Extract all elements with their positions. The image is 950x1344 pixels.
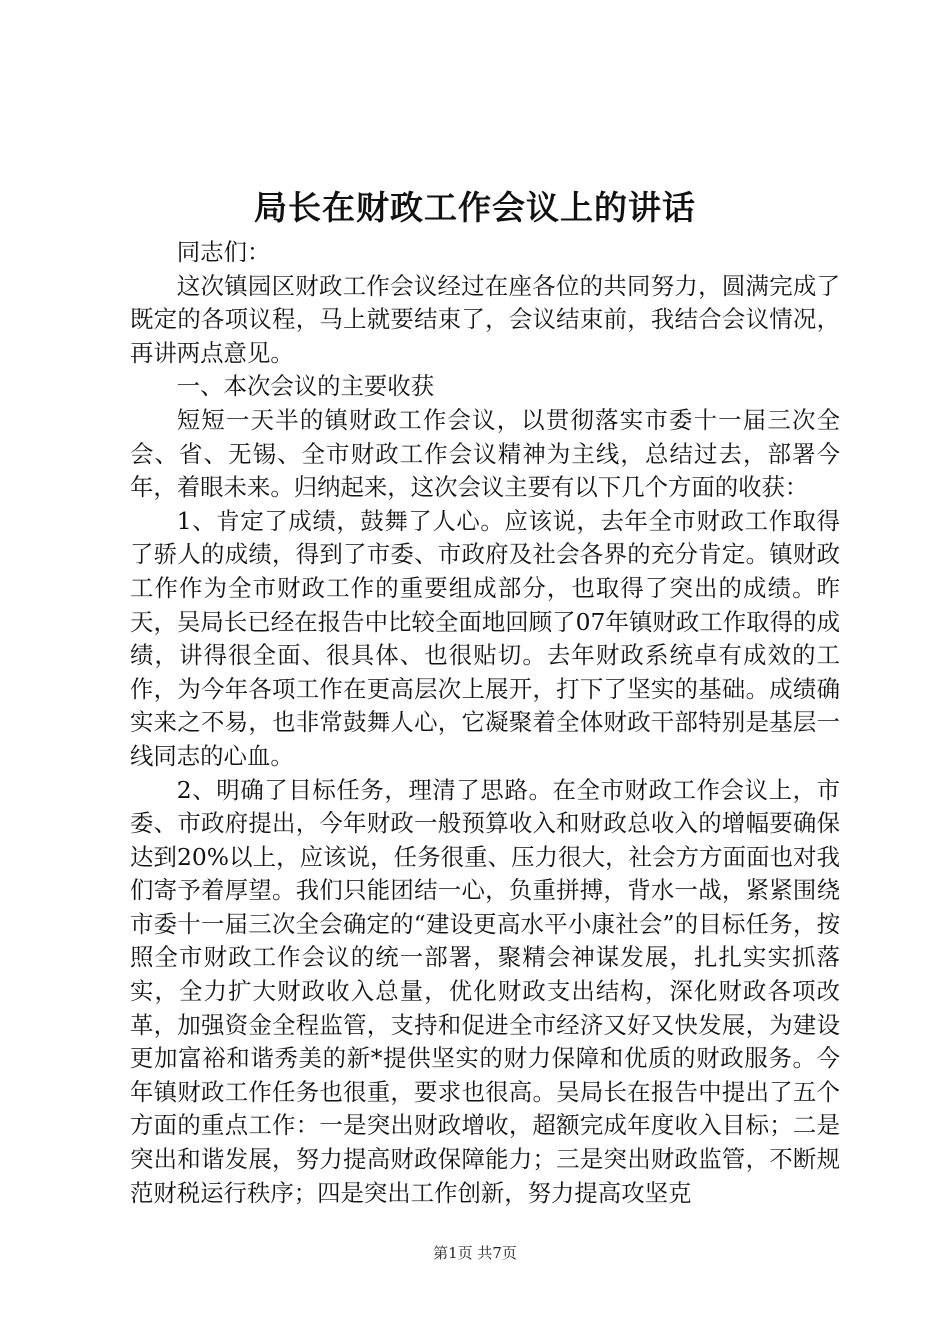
paragraph: 1、肯定了成绩，鼓舞了人心。应该说，去年全市财政工作取得了骄人的成绩，得到了市委、市政府及社会各界的充分肯定。镇财政工作作为全市财政工作的重要组成部分，也取得了突出的成绩。昨天，吴局长已经在报告中比较全面地回顾了07年镇财政工作取得的成绩，讲得很全面、很具体、也很贴切。去年财政系统卓有成效的工作，为今年各项工作在更高层次上展开，打下了坚实的基础。成绩确实来之不易，也非常鼓舞人心，它凝聚着全体财政干部特别是基层一线同志的心血。 [130,506,840,770]
paragraph: 2、明确了目标任务，理清了思路。在全市财政工作会议上，市委、市政府提出，今年财政一般预算收入和财政总收入的增幅要确保达到20%以上，应该说，任务很重、压力很大，社会方方面面也对我们寄予着厚望。我们只能团结一心，负重拼搏，背水一战，紧紧围绕市委十一届三次全会确定的“建设更高水平小康社会”的目标任务，按照全市财政工作会议的统一部署，聚精会神谋发展，扎扎实实抓落实，全力扩大财政收入总量，优化财政支出结构，深化财政各项改革，加强资金全程监管，支持和促进全市经济又好又快发展，为建设更加富裕和谐秀美的新*提供坚实的财力保障和优质的财政服务。今年镇财政工作任务也很重，要求也很高。吴局长在报告中提出了五个方面的重点工作：一是突出财政增收，超额完成年度收入目标；二是突出和谐发展，努力提高财政保障能力；三是突出财政监管，不断规范财税运行秩序；四是突出工作创新，努力提高攻坚克 [130,775,840,1207]
paragraph: 短短一天半的镇财政工作会议，以贯彻落实市委十一届三次全会、省、无锡、全市财政工作会议精神为主线，总结过去，部署今年，着眼未来。归纳起来，这次会议主要有以下几个方面的收获： [130,405,840,502]
document-title: 局长在财政工作会议上的讲话 [254,188,696,227]
paragraph: 这次镇园区财政工作会议经过在座各位的共同努力，圆满完成了既定的各项议程，马上就要结束了，会议结束前，我结合会议情况，再讲两点意见。 [130,271,840,367]
section-heading: 一、本次会议的主要收获 [176,372,435,401]
page-number: 第1页 共7页 [433,1244,517,1262]
document-body [130,236,840,1210]
salutation: 同志们： [176,238,271,266]
